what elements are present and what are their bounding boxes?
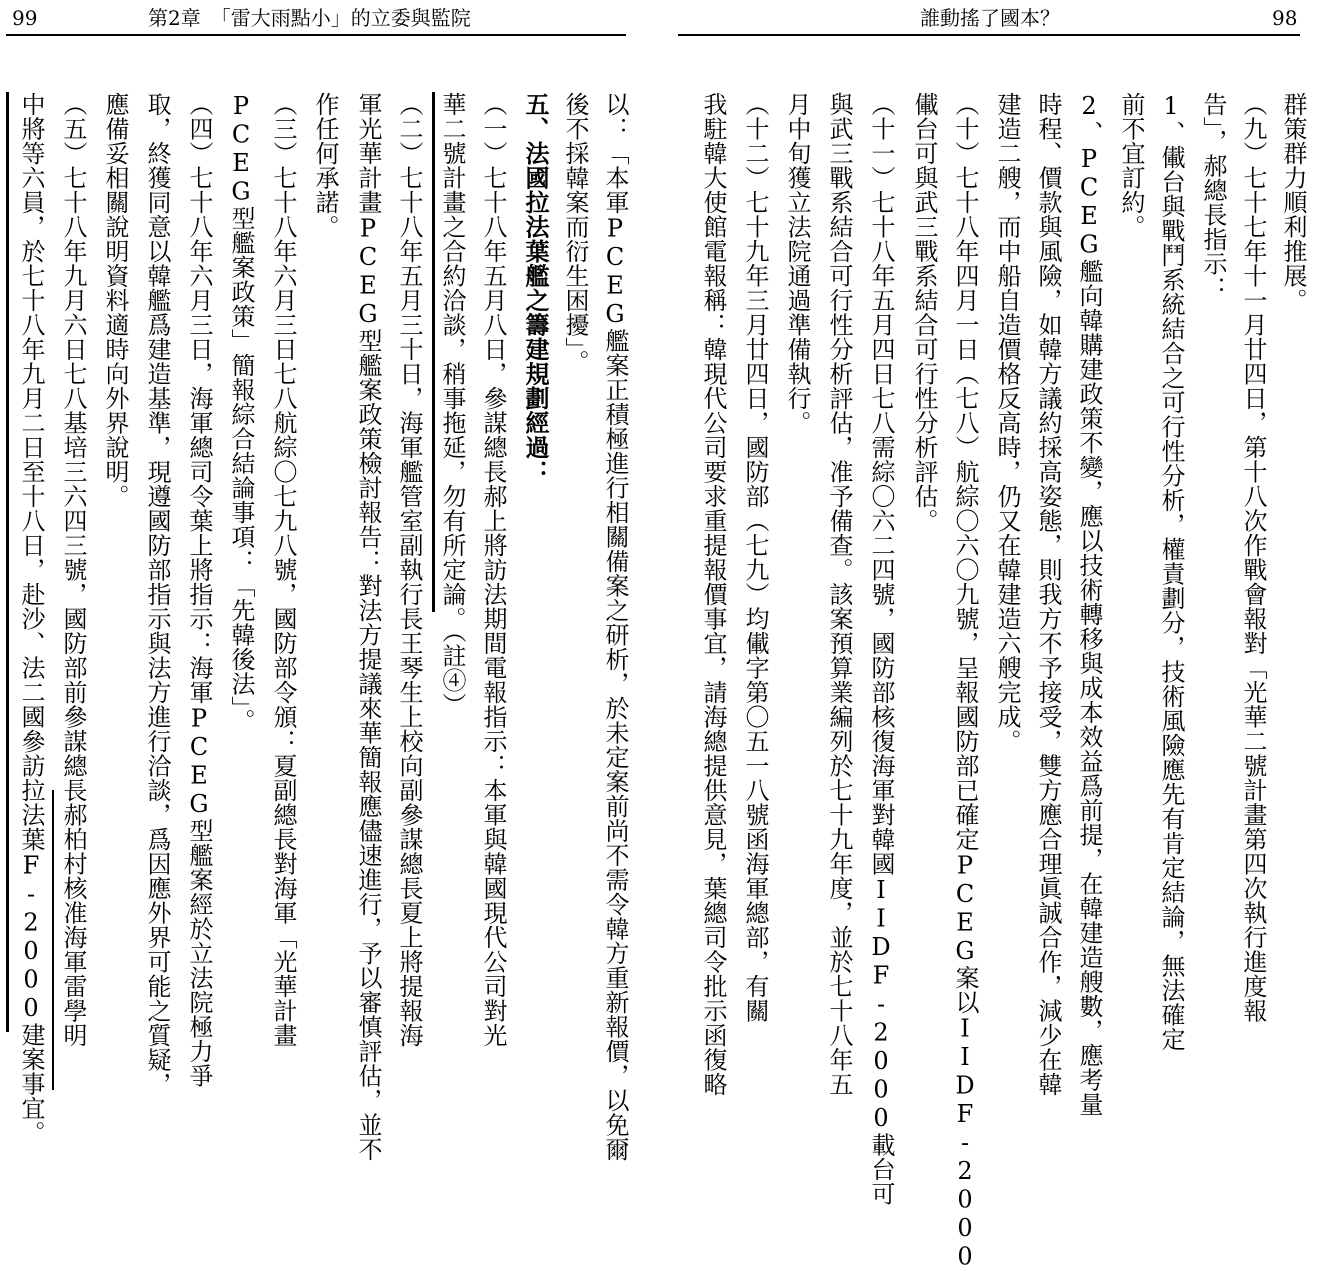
text-column: PCEG型艦案政策」簡報綜合結論事項：「先韓後法」。	[227, 92, 255, 733]
text-column: （十一）七十八年五月四日七八需綜〇六二四號，國防部核復海軍對韓國IIDF-2000載台可	[867, 92, 895, 1206]
text-column: 時程、價款與風險，如韓方議約採高姿態，則我方不予接受，雙方應合理眞誠合作，減少在韓	[1034, 92, 1062, 1097]
text-column: 應備妥相關說明資料適時向外界說明。	[101, 92, 129, 509]
left-page	[0, 0, 650, 1162]
margin-bar	[432, 92, 435, 612]
text-column: （五）七十八年九月六日七八基培三六四三號，國防部前參謀總長郝柏村核准海軍雷學明	[59, 92, 87, 1048]
right-page-number: 98	[1272, 6, 1298, 30]
text-column: 我駐韓大使館電報稱：韓現代公司要求重提報價事宜，請海總提供意見，葉總司令批示函復略	[699, 92, 727, 1097]
right-header-rule	[678, 34, 1300, 36]
text-column: （十二）七十九年三月廿四日，國防部（七九）均儎字第〇五一八號函海軍總部，有關	[741, 92, 769, 1023]
text-column: 前不宜訂約。	[1117, 92, 1145, 239]
text-column: 中將等六員，於七十八年九月二日至十八日，赴沙、法二國參訪拉法葉F-2000建案事宜。	[17, 92, 45, 1145]
text-column: 月中旬獲立法院通過準備執行。	[783, 92, 811, 435]
text-column: 軍光華計畫PCEG型艦案政策檢討報告：對法方提議來華簡報應儘速進行，予以審慎評估，並不	[354, 92, 382, 1162]
text-column: 建造二艘，而中船自造價格反高時，仍又在韓建造六艘完成。	[993, 92, 1021, 754]
text-column: （九）七十七年十一月廿四日，第十八次作戰會報對「光華二號計畫第四次執行進度報	[1239, 92, 1267, 1023]
text-column: 作任何承諾。	[311, 92, 339, 239]
text-column: 告」，郝總長指示：	[1199, 92, 1227, 301]
left-header-rule	[6, 34, 626, 36]
text-column: 儎台可與武三戰系結合可行性分析評估。	[910, 92, 938, 533]
text-column: 2、PCEG艦向韓購建政策不變，應以技術轉移與成本效益爲前提，在韓建造艘數，應考量	[1075, 92, 1103, 1117]
margin-bar	[6, 92, 9, 1032]
text-column: 後不採韓案而衍生困擾」。	[561, 92, 589, 374]
text-column: 華二號計畫之合約洽談，稍事拖延，勿有所定論。（註④）	[438, 92, 466, 717]
text-column: 與武三戰系結合可行性分析評估，准予備查。該案預算業編列於七十九年度，並於七十八年五	[825, 92, 853, 1097]
text-column: （一）七十八年五月八日，參謀總長郝上將訪法期間電報指示：本軍與韓國現代公司對光	[479, 92, 507, 1048]
text-column: （十）七十八年四月一日（七八）航綜〇六〇九號，呈報國防部已確定PCEG案以IIDF-2000	[951, 92, 979, 1271]
text-column: 取，終獲同意以韓艦爲建造基準，現遵國防部指示與法方進行洽談，爲因應外界可能之質疑，	[143, 92, 171, 1097]
text-column: （三）七十八年六月三日七八航綜〇七九八號，國防部令頒：夏副總長對海軍「光華計畫	[269, 92, 297, 1048]
left-running-head: 第2章 「雷大雨點小」的立委與監院	[148, 6, 471, 30]
text-column: 以：「本軍PCEG艦案正積極進行相關備案之研析，於未定案前尚不需令韓方重新報價，以免爾	[601, 92, 629, 1162]
text-column: 1、儎台與戰鬥系統結合之可行性分析，權責劃分，技術風險應先有肯定結論，無法確定	[1157, 92, 1185, 1052]
right-running-head: 誰動搖了國本？	[920, 6, 1060, 30]
text-column: （四）七十八年六月三日，海軍總司令葉上將指示：海軍PCEG型艦案經於立法院極力爭	[185, 92, 213, 1088]
margin-bar	[52, 790, 54, 1090]
section-heading: 五、法國拉法葉艦之籌建規劃經過：	[521, 92, 550, 484]
text-column: 群策群力順利推展。	[1279, 92, 1307, 313]
left-page-number: 99	[12, 6, 38, 30]
right-page	[672, 0, 1317, 1271]
text-column: （二）七十八年五月三十日，海軍艦管室副執行長王琴生上校向副參謀總長夏上將提報海	[395, 92, 423, 1048]
